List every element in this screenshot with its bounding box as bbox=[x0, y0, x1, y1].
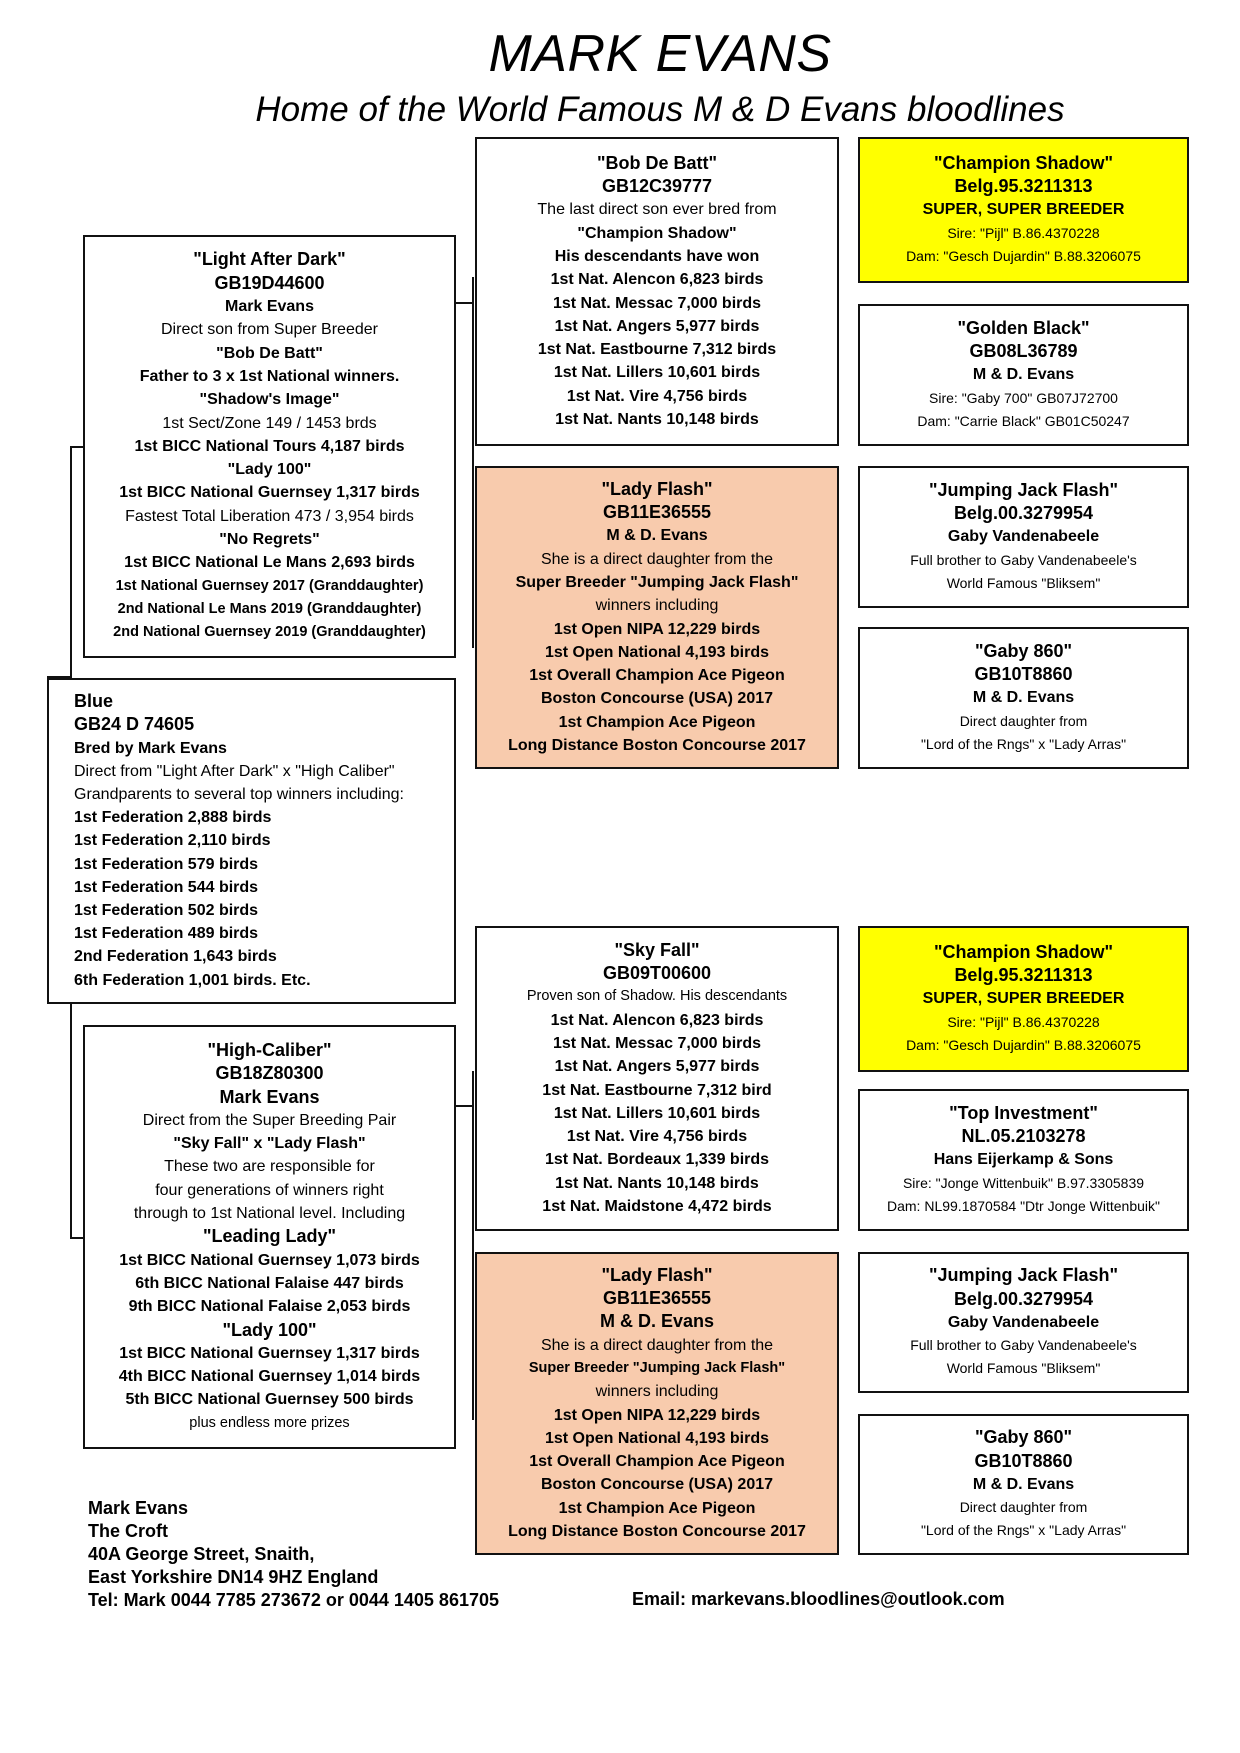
breeder: M & D. Evans bbox=[606, 527, 708, 545]
bird-name: "Champion Shadow" bbox=[933, 152, 1114, 173]
ring-number: GB11E36555 bbox=[602, 502, 712, 523]
phone-line: Tel: Mark 0044 7785 273672 or 0044 1405 861705 bbox=[88, 1590, 499, 1610]
bird-info-line: She is a direct daughter from the bbox=[540, 1336, 774, 1354]
bird-info-line: Direct from the Super Breeding Pair bbox=[142, 1111, 397, 1129]
bird-info-line: Direct son from Super Breeder bbox=[161, 321, 378, 339]
dam-line: Dam: NL99.1870584 "Dtr Jonge Wittenbuik" bbox=[887, 1197, 1160, 1214]
result-line: 1st Sect/Zone 149 / 1453 brds bbox=[162, 414, 377, 432]
result-line: 1st Nat. Nants 10,148 birds bbox=[555, 410, 759, 428]
bird-name: "High-Caliber" bbox=[207, 1039, 332, 1060]
bird-info-line: These two are responsible for bbox=[164, 1158, 375, 1176]
dam-box bbox=[83, 1025, 456, 1449]
breeder: Gaby Vandenabeele bbox=[947, 528, 1100, 546]
ring-number: GB09T00600 bbox=[602, 963, 712, 984]
address-line: The Croft bbox=[88, 1521, 168, 1541]
bird-info-line: "Champion Shadow" bbox=[577, 224, 737, 242]
bird-info-line: "Lady 100" bbox=[222, 1319, 317, 1340]
sdd-box bbox=[858, 627, 1189, 769]
connector-sire-stub bbox=[455, 302, 474, 304]
bird-info-line: His descendants have won bbox=[554, 247, 760, 265]
bird-info-line: winners including bbox=[595, 1383, 719, 1401]
result-line: Boston Concourse (USA) 2017 bbox=[540, 690, 774, 708]
connector-main-to-dam bbox=[70, 1237, 83, 1239]
connector-dam-stub bbox=[455, 1105, 474, 1107]
ring-number: GB12C39777 bbox=[601, 176, 713, 197]
breeder: M & D. Evans bbox=[972, 366, 1075, 384]
bird-info-line: World Famous "Bliksem" bbox=[946, 574, 1101, 591]
result-line: 1st Federation 2,110 birds bbox=[74, 832, 271, 850]
bird-info-line: Full brother to Gaby Vandenabeele's bbox=[910, 551, 1137, 568]
dsd-box bbox=[858, 1089, 1189, 1231]
result-line: 1st Nat. Messac 7,000 birds bbox=[552, 1034, 762, 1052]
bird-info-line: Father to 3 x 1st National winners. bbox=[139, 367, 400, 385]
result-line: 1st Open NIPA 12,229 birds bbox=[553, 620, 761, 638]
bird-info-line: Direct from "Light After Dark" x "High Caliber" bbox=[74, 762, 395, 780]
dam-sire-box bbox=[475, 926, 839, 1231]
result-line: 1st BICC National Guernsey 1,317 birds bbox=[119, 484, 420, 502]
ring-number: Belg.00.3279954 bbox=[953, 1288, 1094, 1309]
breeder: M & D. Evans bbox=[972, 1475, 1075, 1493]
ring-number: GB10T8860 bbox=[974, 1450, 1073, 1471]
sire-line: Sire: "Pijl" B.86.4370228 bbox=[947, 224, 1100, 241]
result-line: 1st Nat. Vire 4,756 birds bbox=[566, 387, 748, 405]
page-subtitle: Home of the World Famous M & D Evans bloodlines bbox=[255, 90, 1065, 129]
ring-number: GB11E36555 bbox=[602, 1288, 712, 1309]
dam-line: Dam: "Gesch Dujardin" B.88.3206075 bbox=[906, 247, 1141, 264]
bird-name: "Lady Flash" bbox=[601, 1264, 713, 1285]
bird-info-line: "Sky Fall" x "Lady Flash" bbox=[173, 1135, 366, 1153]
bird-name: Blue bbox=[74, 691, 114, 712]
bird-name: "Light After Dark" bbox=[193, 249, 346, 270]
ring-number: Belg.95.3211313 bbox=[954, 176, 1093, 197]
breeder: Gaby Vandenabeele bbox=[947, 1313, 1100, 1331]
result-line: 1st Nat. Angers 5,977 birds bbox=[554, 1058, 760, 1076]
bird-info-line: "Lord of the Rngs" x "Lady Arras" bbox=[920, 735, 1127, 752]
dam-dam-box bbox=[475, 1252, 839, 1555]
sire-line: Sire: "Pijl" B.86.4370228 bbox=[947, 1013, 1100, 1030]
result-line: 6th Federation 1,001 birds. Etc. bbox=[74, 971, 311, 989]
sss-box bbox=[858, 137, 1189, 283]
bird-name: "Top Investment" bbox=[949, 1102, 1098, 1123]
connector-main-to-sire bbox=[70, 446, 83, 448]
bird-name: "Golden Black" bbox=[957, 317, 1090, 338]
bird-name: "Jumping Jack Flash" bbox=[928, 1265, 1119, 1286]
ring-number: NL.05.2103278 bbox=[961, 1126, 1086, 1147]
result-line: 1st Nat. Messac 7,000 birds bbox=[552, 294, 762, 312]
sire-dam-box bbox=[475, 466, 839, 769]
result-line: 1st Nat. Angers 5,977 birds bbox=[554, 317, 760, 335]
result-line: 1st Federation 579 birds bbox=[74, 855, 259, 873]
result-line: 1st Nat. Vire 4,756 birds bbox=[566, 1128, 748, 1146]
bird-info-line: "Lord of the Rngs" x "Lady Arras" bbox=[920, 1522, 1127, 1539]
result-line: 1st Federation 489 birds bbox=[74, 925, 259, 943]
bird-name: "Champion Shadow" bbox=[933, 941, 1114, 962]
result-line: 1st Champion Ace Pigeon bbox=[558, 1499, 756, 1517]
bird-info-line: plus endless more prizes bbox=[189, 1414, 350, 1431]
bird-info-line: Full brother to Gaby Vandenabeele's bbox=[910, 1337, 1137, 1354]
breeder: M & D. Evans bbox=[599, 1311, 715, 1332]
dam-line: Dam: "Gesch Dujardin" B.88.3206075 bbox=[906, 1036, 1141, 1053]
sire-line: Sire: "Jonge Wittenbuik" B.97.3305839 bbox=[902, 1174, 1145, 1191]
bird-info-line: The last direct son ever bred from bbox=[537, 201, 777, 219]
bird-info-line: Grandparents to several top winners including: bbox=[74, 785, 404, 803]
result-line: 1st Nat. Eastbourne 7,312 birds bbox=[537, 341, 777, 359]
result-line: Boston Concourse (USA) 2017 bbox=[540, 1476, 774, 1494]
result-line: 2nd Federation 1,643 birds bbox=[74, 948, 277, 966]
bird-info-line: SUPER, SUPER BREEDER bbox=[922, 990, 1125, 1008]
ring-number: GB19D44600 bbox=[214, 272, 325, 293]
email-contact: Email: markevans.bloodlines@outlook.com bbox=[632, 1589, 1005, 1609]
result-line: 1st Federation 502 birds bbox=[74, 902, 259, 919]
bird-info-line: through to 1st National level. Including bbox=[133, 1205, 406, 1223]
ring-number: GB10T8860 bbox=[974, 664, 1073, 685]
ddd-box bbox=[858, 1414, 1189, 1555]
result-line: 1st Overall Champion Ace Pigeon bbox=[529, 667, 785, 685]
result-line: 1st Nat. Lillers 10,601 birds bbox=[553, 364, 761, 382]
result-line: 1st Open National 4,193 birds bbox=[544, 1429, 770, 1447]
sds-box bbox=[858, 466, 1189, 608]
result-line: 1st Nat. Alencon 6,823 birds bbox=[550, 271, 764, 289]
result-line: 1st BICC National Guernsey 1,317 birds bbox=[119, 1344, 420, 1362]
result-line: 1st Nat. Alencon 6,823 birds bbox=[550, 1011, 764, 1029]
result-line: 1st National Guernsey 2017 (Granddaughter) bbox=[115, 577, 424, 594]
dam-line: Dam: "Carrie Black" GB01C50247 bbox=[917, 412, 1130, 429]
result-line: 1st Federation 544 birds bbox=[74, 878, 259, 896]
ring-number: Belg.00.3279954 bbox=[953, 503, 1094, 524]
address-line: Mark Evans bbox=[88, 1498, 189, 1518]
breeder: Hans Eijerkamp & Sons bbox=[933, 1151, 1114, 1169]
bird-name: "Sky Fall" bbox=[614, 939, 700, 960]
bird-name: "Lady Flash" bbox=[601, 478, 713, 499]
bird-info-line: World Famous "Bliksem" bbox=[946, 1360, 1101, 1377]
result-line: 2nd National Le Mans 2019 (Granddaughter) bbox=[117, 600, 422, 617]
result-line: 4th BICC National Guernsey 1,014 birds bbox=[118, 1368, 421, 1386]
bird-info-line: "Shadow's Image" bbox=[199, 391, 340, 409]
breeder: Mark Evans bbox=[225, 298, 314, 316]
bird-info-line: four generations of winners right bbox=[155, 1181, 384, 1199]
bird-name: "Jumping Jack Flash" bbox=[928, 479, 1119, 500]
result-line: 9th BICC National Falaise 2,053 birds bbox=[128, 1298, 411, 1316]
breeder: Mark Evans bbox=[219, 1086, 320, 1107]
bird-info-line: "Lady 100" bbox=[227, 461, 312, 479]
connector-dam-vertical bbox=[472, 1071, 474, 1420]
result-line: Long Distance Boston Concourse 2017 bbox=[508, 736, 806, 754]
result-line: 2nd National Guernsey 2019 (Granddaughter) bbox=[113, 624, 426, 641]
bird-info-line: Super Breeder "Jumping Jack Flash" bbox=[515, 573, 799, 591]
result-line: 1st Nat. Maidstone 4,472 birds bbox=[542, 1197, 772, 1215]
sire-box bbox=[83, 235, 456, 658]
result-line: 1st BICC National Tours 4,187 birds bbox=[134, 437, 405, 455]
result-line: 1st BICC National Le Mans 2,693 birds bbox=[124, 554, 415, 572]
result-line: 1st Nat. Bordeaux 1,339 birds bbox=[544, 1151, 770, 1169]
ring-number: GB18Z80300 bbox=[215, 1063, 324, 1084]
bird-info-line: Proven son of Shadow. His descendants bbox=[526, 988, 788, 1005]
bird-name: "Gaby 860" bbox=[974, 1427, 1073, 1448]
result-line: 1st BICC National Guernsey 1,073 birds bbox=[119, 1251, 420, 1269]
bird-info-line: Super Breeder "Jumping Jack Flash" bbox=[528, 1359, 786, 1376]
ring-number: GB08L36789 bbox=[969, 341, 1078, 362]
bird-info-line: "Bob De Batt" bbox=[216, 344, 323, 362]
page-title: MARK EVANS bbox=[488, 25, 832, 83]
result-line: 1st Open National 4,193 birds bbox=[544, 643, 770, 661]
contact-address bbox=[88, 1497, 499, 1612]
address-line: 40A George Street, Snaith, bbox=[88, 1544, 315, 1564]
address-line: East Yorkshire DN14 9HZ England bbox=[88, 1567, 379, 1587]
result-line: 1st Overall Champion Ace Pigeon bbox=[529, 1453, 785, 1471]
result-line: 6th BICC National Falaise 447 birds bbox=[135, 1274, 404, 1292]
connector-sire-vertical bbox=[472, 277, 474, 648]
sire-line: Sire: "Gaby 700" GB07J72700 bbox=[929, 389, 1118, 406]
result-line: 1st Champion Ace Pigeon bbox=[558, 713, 756, 731]
result-line: 5th BICC National Guernsey 500 birds bbox=[125, 1391, 414, 1409]
result-line: 1st Federation 2,888 birds bbox=[74, 809, 272, 827]
result-line: 1st Nat. Lillers 10,601 birds bbox=[553, 1104, 761, 1122]
bird-info-line: "Leading Lady" bbox=[202, 1226, 337, 1247]
bird-info-line: "No Regrets" bbox=[219, 531, 320, 549]
bird-name: "Bob De Batt" bbox=[596, 152, 718, 173]
result-line: 1st Open NIPA 12,229 birds bbox=[553, 1406, 761, 1424]
ssd-box bbox=[858, 304, 1189, 446]
breeder: Bred by Mark Evans bbox=[74, 739, 227, 757]
dds-box bbox=[858, 1252, 1189, 1393]
ring-number: GB24 D 74605 bbox=[74, 714, 195, 735]
breeder: M & D. Evans bbox=[972, 689, 1075, 707]
result-line: Fastest Total Liberation 473 / 3,954 birds bbox=[125, 507, 414, 525]
ring-number: Belg.95.3211313 bbox=[954, 965, 1093, 986]
main-bird-box bbox=[47, 678, 456, 1004]
bird-info-line: Direct daughter from bbox=[959, 1499, 1088, 1516]
dss-box bbox=[858, 926, 1189, 1072]
result-line: 1st Nat. Eastbourne 7,312 bird bbox=[542, 1081, 772, 1099]
result-line: 1st Nat. Nants 10,148 birds bbox=[555, 1174, 759, 1192]
result-line: Long Distance Boston Concourse 2017 bbox=[508, 1522, 806, 1540]
bird-info-line: winners including bbox=[595, 597, 719, 615]
sire-sire-box bbox=[475, 137, 839, 446]
bird-info-line: Direct daughter from bbox=[959, 712, 1088, 729]
bird-info-line: SUPER, SUPER BREEDER bbox=[922, 201, 1125, 219]
bird-name: "Gaby 860" bbox=[974, 640, 1073, 661]
bird-info-line: She is a direct daughter from the bbox=[540, 550, 774, 568]
